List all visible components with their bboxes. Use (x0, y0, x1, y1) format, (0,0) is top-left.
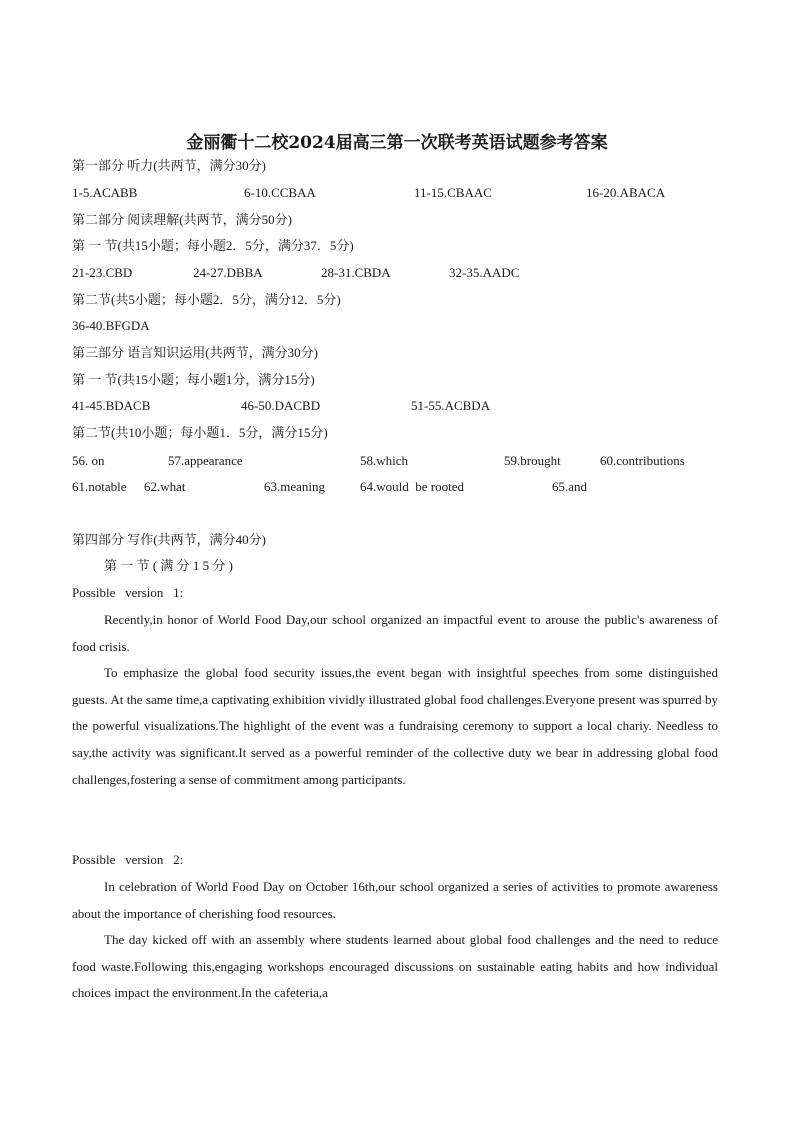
answer-group: 11-15.CBAAC (414, 185, 492, 200)
part2-section2-heading: 第二节(共5小题；每小题2．5分，满分12．5分) (72, 292, 341, 307)
part2-heading: 第二部分 阅读理解(共两节，满分50分) (72, 212, 292, 227)
version1-paragraph1 (72, 607, 718, 660)
answer-item: 57.appearance (168, 453, 243, 468)
answer-item: 59.brought (504, 453, 561, 468)
answer-item: 63.meaning (264, 479, 326, 494)
answer-group: 24-27.DBBA (193, 265, 263, 280)
answer-group: 36-40.BFGDA (72, 318, 150, 333)
answer-group: 41-45.BDACB (72, 398, 151, 413)
part1-heading: 第一部分 听力(共两节，满分30分) (72, 158, 266, 173)
version2-label: Possible version 2: (72, 852, 184, 867)
page-title: 金丽衢十二校2024届高三第一次联考英语试题参考答案 (186, 133, 608, 153)
version2-paragraph1 (72, 874, 718, 927)
paragraph-text: In celebration of World Food Day on October 16th,our school organized a series of activities to promote awareness about the importance of cherishing food resources. (72, 879, 718, 921)
paragraph-text: Recently,in honor of World Food Day,our school organized an impactful event to arouse the public's awareness of food crisis. (72, 612, 718, 654)
answer-group: 16-20.ABACA (586, 185, 666, 200)
answer-group: 32-35.AADC (449, 265, 520, 280)
part4-section1-heading: 第 一 节 ( 满 分 1 5 分 ) (104, 558, 233, 573)
answer-item: 64.would be rooted (360, 479, 464, 494)
answer-item: 56. on (72, 453, 105, 468)
answer-item: 60.contributions (600, 453, 685, 468)
version2-paragraph2 (72, 927, 718, 1007)
answer-item: 62.what (144, 479, 186, 494)
answer-item: 61.notable (72, 479, 127, 494)
part3-section2-heading: 第二节(共10小题；每小题1．5分，满分15分) (72, 425, 328, 440)
answer-group: 21-23.CBD (72, 265, 133, 280)
answer-group: 28-31.CBDA (321, 265, 391, 280)
version1-paragraph2 (72, 660, 718, 794)
answer-group: 51-55.ACBDA (411, 398, 491, 413)
answer-item: 65.and (552, 479, 588, 494)
answer-group: 6-10.CCBAA (244, 185, 316, 200)
paragraph-text: The day kicked off with an assembly where students learned about global food challenges and the need to reduce food waste.Following this,engaging workshops encouraged discussions on sustainable eating habits and how individual choices impact the environment.In the cafeteria,a (72, 932, 718, 1001)
part2-section1-heading: 第 一 节(共15小题；每小题2．5分，满分37．5分) (72, 238, 354, 253)
answer-group: 1-5.ACABB (72, 185, 138, 200)
part3-section1-heading: 第 一 节(共15小题；每小题1分，满分15分) (72, 372, 315, 387)
paragraph-text: To emphasize the global food security issues,the event began with insightful speeches from some distinguished guests. At the same time,a captivating exhibition vividly illustrated global food challenges.Everyone present was spurred by the powerful visualizations.The highlight of the event was a fundraising ceremony to support a local chariy. Needless to say,the activity was significant.It served as a powerful reminder of the collective duty we bear in addressing global food challenges,fostering a sense of commitment among participants. (72, 665, 718, 787)
answer-group: 46-50.DACBD (241, 398, 321, 413)
part3-heading: 第三部分 语言知识运用(共两节，满分30分) (72, 345, 318, 360)
answer-item: 58.which (360, 453, 409, 468)
version1-label: Possible version 1: (72, 585, 184, 600)
part4-heading: 第四部分 写作(共两节，满分40分) (72, 532, 266, 547)
